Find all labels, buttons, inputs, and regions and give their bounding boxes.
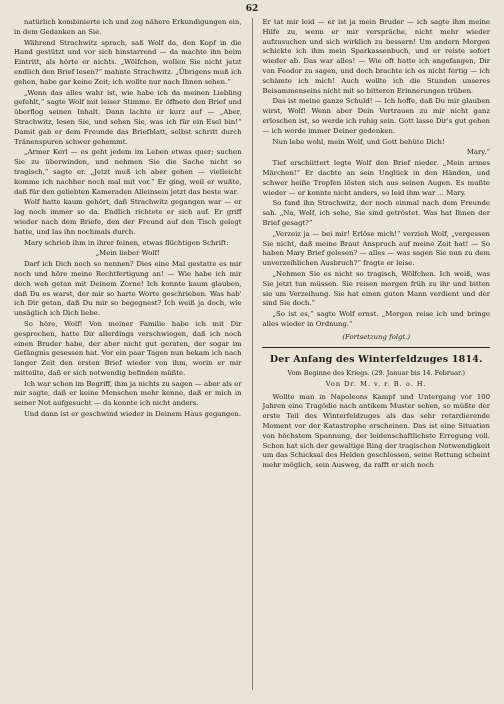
paragraph: „Verzeiz ja — bei mir! Erlöse mich!“ verzieh Wolf, „vergessen Sie nicht, daß meine Braut Anspruch auf meine Zeit hat! — So haben Mary Brief gelesen? — alles — was sagen Sie nun zu dem unverzeihlichen Ausbruch?“ fragte er leise.: [262, 229, 490, 268]
paragraph: Während Strachwitz sprach, saß Wolf da, den Kopf in die Hand gestützt und vor sich hinstarrend — da machte ihn beim Eintritt, als hörte er nichts. „Wölfchen, wollen Sie nicht jetzt endlich den Brief lesen?“ mahnte Strachwitz. „Übrigens muß ich gehen, habe gar keine Zeit; ich wollte nur nach Ihnen sehen.“: [14, 38, 242, 86]
paragraph: „So ist es,“ sagte Wolf ernst. „Morgen reise ich und bringe alles wieder in Ordnung.“: [262, 310, 490, 328]
column-divider: [252, 18, 253, 690]
paragraph: Nun lebe wohl, mein Wolf, und Gott behüte Dich!: [272, 137, 445, 146]
paragraph: natürlich kombinierte ich und zog nähere Erkundigungen ein, in dem Gedanken an Sie.: [14, 18, 242, 36]
section-rule: [262, 347, 490, 348]
paragraph: Mary schrieb ihm in ihrer feinen, etwas flüchtigen Schrift:: [24, 238, 229, 247]
paragraph: „Nehmen Sie es nicht so tragisch, Wölfchen. Ich weiß, was Sie jetzt tun müssen. Sie reisen morgen früh zu ihr und bitten sie um Verzeihung. Sie hat einen guten Mann verdient und der sind Sie doch.“: [262, 269, 490, 308]
continuation-note: (Fortsetzung folgt.): [342, 332, 411, 341]
paragraph: So höre, Wolf! Von meiner Familie habe ich mit Dir gesprochen, hatte Dir allerdings verschwiegen, daß ich noch einen Bruder habe, der aber nicht gut geraten, der sogar im Gefängnis gesessen hat. Vor ein paar Tagen nun bekam ich nach langer Zeit den ersten Brief wieder von ihm, worin er mir mitteilte, daß er sich notwendig befinden müßte.: [14, 319, 242, 377]
paragraph: Ich war schon im Begriff, ihm ja nichts zu sagen — aber als er mir sagte, daß er keine Menschen mehr kenne, daß er mich in seiner Not aufgesucht — da konnte ich nicht anders.: [14, 379, 242, 408]
article-body: Wollte man in Napoleons Kampf und Untergang vor 100 Jahren eine Tragödie nach antikem Muster sehen, so müßte der erste Teil des Winterfeldzuges als das sehr retardierende Moment vor der Katastrophe erscheinen. Das ist eine Situation von höchstem Spannung, der leidenschaftlichste Erregung voll. Schon hat sich der gewaltige Ring der tragischen Notwendigkeit um das Schicksal des Helden geschlossen, seine Rettung scheint mehr möglich, sein Ausweg, da rafft er sich noch: [262, 392, 490, 470]
paragraph: So fand ihn Strachwitz, der noch einmal nach dem Freunde sah. „Na, Wolf, ich sehe, Sie sind getröstet. Was hat Ihnen der Brief gesagt?“: [262, 199, 490, 227]
paragraph: „Armer Kerl — es geht jedem im Leben etwas quer; suchen Sie zu überwinden, und nehmen Sie die Sache nicht so tragisch,“ sagte er. „Jetzt muß ich aber gehen — vielleicht komme ich nachher noch mal mit vor.“ Er ging, weil er wußte, daß für den geliebten Kameraden Alleinsein jetzt das beste war.: [14, 148, 242, 196]
paragraph: Darf ich Dich noch so nennen? Dies eine Mal gestatte es mir noch und höre meine Rechtfertigung an! — Wie habe ich mir doch weh getan mit Deinem Zorne! Ich konnte kaum glauben, daß Du es warst, der mir so harte Worte geschrieben. Was hab' ich Dir getan, daß Du mir so begegnest? Ich weiß ja doch, wie unsäglich ich Dich liebe.: [14, 260, 242, 318]
paragraph: Das ist meine ganze Schuld! — Ich hoffe, daß Du mir glauben wirst, Wolf! Wenn aber Dein Vertrauen zu mir nicht ganz erloschen ist, so werde ich ruhig sein. Gott lasse Dir's gut gehen — ich werde immer Deiner gedenken.: [262, 97, 490, 135]
paragraph: Wolf hatte kaum gehört, daß Strachwitz gegangen war — er lag noch immer so da. Endlich richtete er sich auf. Er griff wieder nach dem Briefe, den der Freund auf den Tisch gelegt hatte, und las ihn nochmals durch.: [14, 198, 242, 236]
paragraph: Und dann ist er geschwind wieder in Deinem Haus gegangen.: [24, 410, 242, 419]
right-column: [262, 18, 490, 690]
paragraph: Tief erschüttert legte Wolf den Brief nieder. „Mein armes Märchen!“ Er dachte an sein Unglück in den Händen, und schwer heiße Tropfen lösten sich aus seinen Augen. Es mußte wieder — er konnte nicht anders, so leid ihm war ... Mary.: [262, 159, 490, 197]
columns: [14, 18, 490, 690]
paragraph: Er tat mir leid — er ist ja mein Bruder — ich sagte ihm meine Hilfe zu, wenn er mir verspräche, nicht mehr wieder aufzusuchen und sich wirklich zu bessern! Um andern Morgen schickte ich ihm mein Sparkassenbuch, und er reiste sofort wieder ab. Das war alles! — Wie oft hatte ich angefangen, Dir von Feodor zu sagen, und doch brachte ich es nicht fertig — ich schämte ich mich! Auch wollte ich die Stunden unseres Beisammenseins nicht mit so bitteren Erinnerungen trüben.: [262, 18, 490, 95]
letter-salutation: „Mein lieber Wolf!: [95, 249, 160, 258]
paragraph: „Wenn das alles wahr ist, wie habe ich da meinen Liebling gefehlt,“ sagte Wolf mit leiser Stimme. Er öffnete den Brief und überflog seinen Inhalt. Dann lachte er kurz auf — „Aber, Strachwitz, lesen Sie, und sehen Sie, was ich für ein Esel bin!“ Damit gab er dem Freunde das Briefblatt, selbst schritt durch Tränenspuren schwer gehemmt.: [14, 88, 242, 146]
page-number: 62: [245, 4, 259, 14]
article-subtitle: Vom Beginne des Kriegs. (29. Januar bis 14. Februar.): [287, 368, 465, 377]
article-title: Der Anfang des Winterfeldzuges 1814.: [269, 353, 483, 365]
article-author: Von Dr. M. v. r. B. o. H.: [325, 380, 427, 389]
left-column: [14, 18, 242, 690]
letter-signature: Mary.“: [466, 148, 490, 157]
